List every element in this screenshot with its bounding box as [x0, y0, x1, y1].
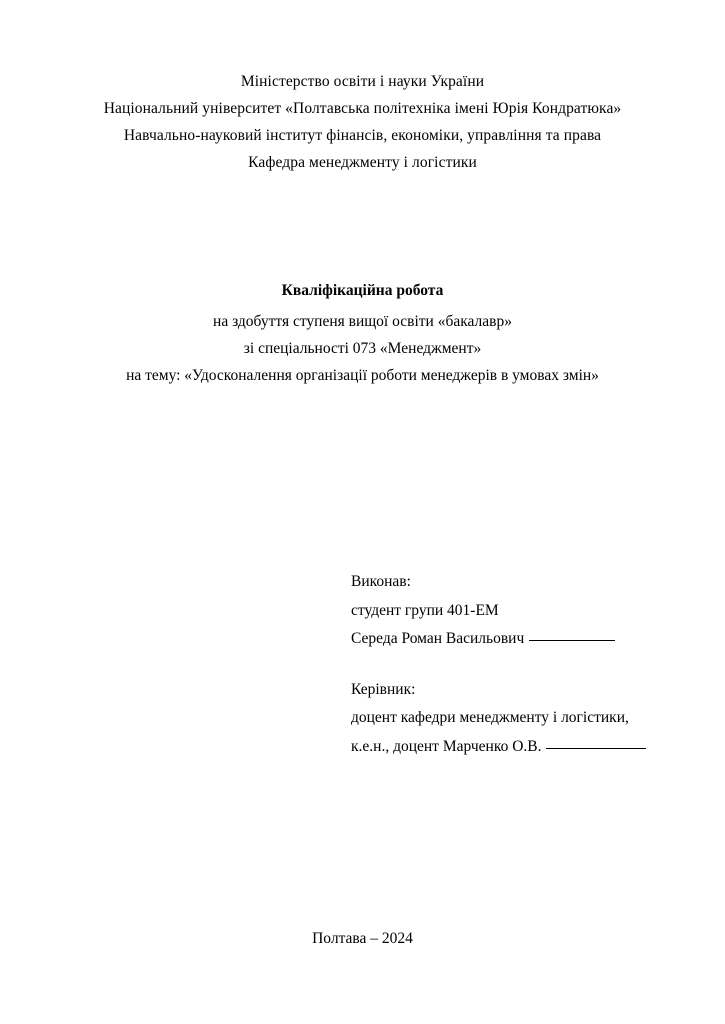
footer-section [0, 928, 725, 950]
author-name-line [351, 625, 711, 654]
author-group-line: студент групи 401-ЕМ [351, 601, 499, 619]
institution-header [0, 68, 725, 176]
university-line: Національний університет «Полтавська політехніка імені Юрія Кондратюка» [103, 100, 622, 117]
institute-line: Навчально-науковий інститут фінансів, економіки, управління та права [123, 127, 602, 144]
signature-gap [351, 654, 711, 676]
supervisor-name-line [351, 733, 711, 762]
degree-line: на здобуття ступеня вищої освіти «бакалавр» [213, 313, 512, 330]
signature-section [351, 568, 711, 761]
topic-line: на тему: «Удосконалення організації роботи менеджерів в умовах змін» [126, 367, 599, 384]
department-line: Кафедра менеджменту і логістики [248, 154, 477, 171]
document-type-title: Кваліфікаційна робота [281, 282, 444, 299]
author-role-label: Виконав: [351, 573, 411, 590]
supervisor-position-line: доцент кафедри менеджменту і логістики, [351, 709, 629, 726]
author-name-text: Середа Роман Васильович [351, 630, 525, 647]
author-signature-rule [529, 640, 615, 641]
supervisor-name-text: к.е.н., доцент Марченко О.В. [351, 737, 542, 755]
specialty-line: зі спеціальності 073 «Менеджмент» [243, 340, 482, 357]
supervisor-role-label: Керівник: [351, 680, 416, 698]
place-year-line: Полтава – 2024 [312, 930, 413, 947]
supervisor-signature-rule [546, 748, 646, 749]
title-section [0, 277, 725, 389]
ministry-line: Міністерство освіти і науки України [240, 73, 485, 90]
